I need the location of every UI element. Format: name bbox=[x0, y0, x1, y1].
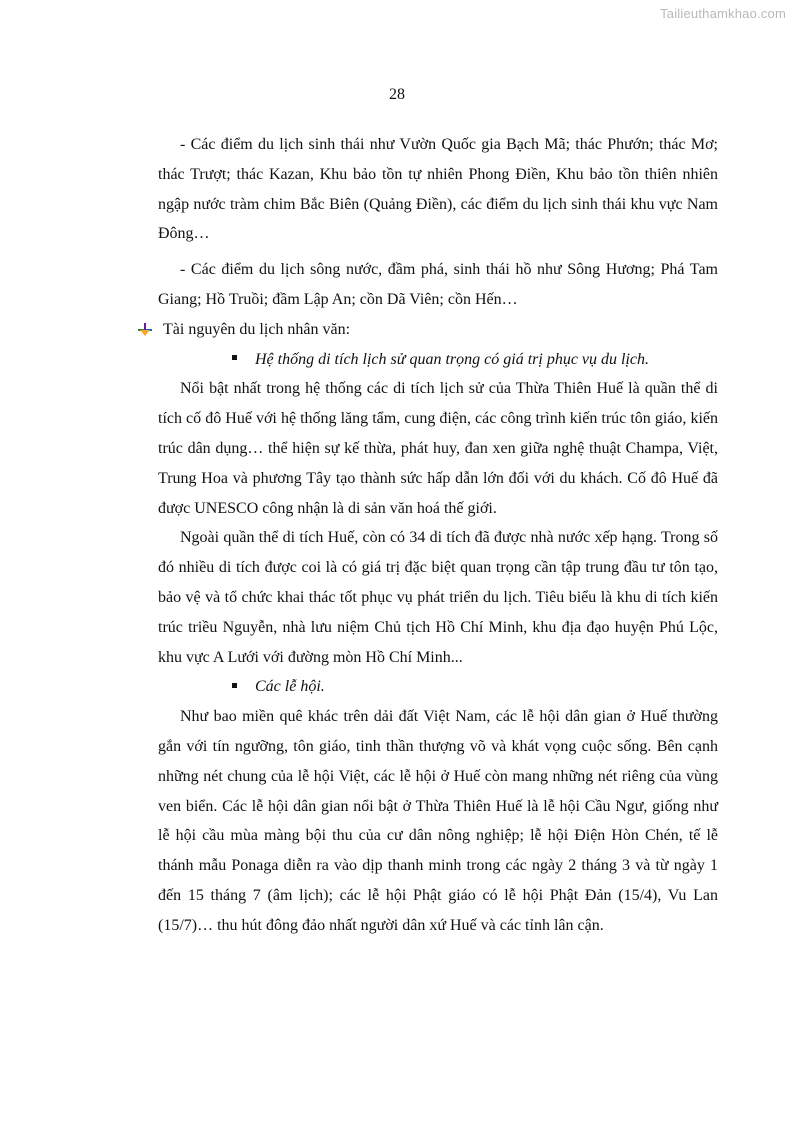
square-bullet-icon bbox=[232, 355, 237, 360]
bullet-item bbox=[158, 672, 718, 702]
paragraph: - Các điểm du lịch sông nước, đầm phá, sinh thái hồ như Sông Hương; Phá Tam Giang; Hồ Truồi; đầm Lập An; cồn Dã Viên; cồn Hến… bbox=[158, 261, 718, 308]
bullet-text: Các lễ hội. bbox=[255, 678, 325, 696]
paragraph: Nổi bật nhất trong hệ thống các di tích lịch sử của Thừa Thiên Huế là quần thể di tích cố đô Huế với hệ thống lăng tẩm, cung điện, các công trình kiến trúc tôn giáo, kiến trúc dân dụng… thể hiện sự kế thừa, phát huy, đan xen giữa nghệ thuật Champa, Việt, Trung Hoa và phương Tây tạo thành sức hấp dẫn lớn đối với du khách. Cố đô Huế đã được UNESCO công nhận là di sản văn hoá thế giới. bbox=[158, 380, 718, 517]
section-heading-text: Tài nguyên du lịch nhân văn: bbox=[163, 320, 351, 338]
section-heading bbox=[158, 315, 718, 345]
square-bullet-icon bbox=[232, 683, 237, 688]
arrow-down-icon bbox=[138, 323, 152, 337]
bullet-text: Hệ thống di tích lịch sử quan trọng có giá trị phục vụ du lịch. bbox=[255, 350, 650, 368]
paragraph: Ngoài quần thể di tích Huế, còn có 34 di tích đã được nhà nước xếp hạng. Trong số đó nhiều di tích được coi là có giá trị đặc biệt quan trọng cần tập trung đầu tư tôn tạo, bảo vệ và tổ chức khai thác tốt phục vụ phát triển du lịch. Tiêu biểu là khu di tích kiến trúc triều Nguyễn, nhà lưu niệm Chủ tịch Hồ Chí Minh, khu địa đạo huyện Phú Lộc, khu vực A Lưới với đường mòn Hồ Chí Minh... bbox=[158, 529, 718, 666]
document-body bbox=[158, 130, 718, 941]
page-number: 28 bbox=[389, 86, 405, 103]
watermark: Tailieuthamkhao.com bbox=[660, 6, 786, 21]
bullet-item bbox=[158, 345, 718, 375]
paragraph: Như bao miền quê khác trên dải đất Việt Nam, các lễ hội dân gian ở Huế thường gắn với tín ngưỡng, tôn giáo, tinh thần thượng võ và khát vọng cuộc sống. Bên cạnh những nét chung của lễ hội Việt, các lễ hội ở Huế còn mang những nét riêng của vùng ven biển. Các lễ hội dân gian nổi bật ở Thừa Thiên Huế là lễ hội Cầu Ngư, giống như lễ hội cầu mùa màng bội thu của cư dân nông nghiệp; lễ hội Điện Hòn Chén, tế lễ thánh mẫu Ponaga diễn ra vào dịp thanh minh trong các ngày 2 tháng 3 và từ ngày 1 đến 15 tháng 7 (âm lịch); các lễ hội Phật giáo có lễ hội Phật Đản (15/4), Vu Lan (15/7)… thu hút đông đảo nhất người dân xứ Huế và các tỉnh lân cận. bbox=[158, 708, 718, 934]
paragraph: - Các điểm du lịch sinh thái như Vườn Quốc gia Bạch Mã; thác Phướn; thác Mơ; thác Trượt; thác Kazan, Khu bảo tồn tự nhiên Phong Điền, Khu bảo tồn thiên nhiên ngập nước tràm chim Bắc Biên (Quảng Điền), các điểm du lịch sinh thái khu vực Nam Đông… bbox=[158, 136, 718, 243]
